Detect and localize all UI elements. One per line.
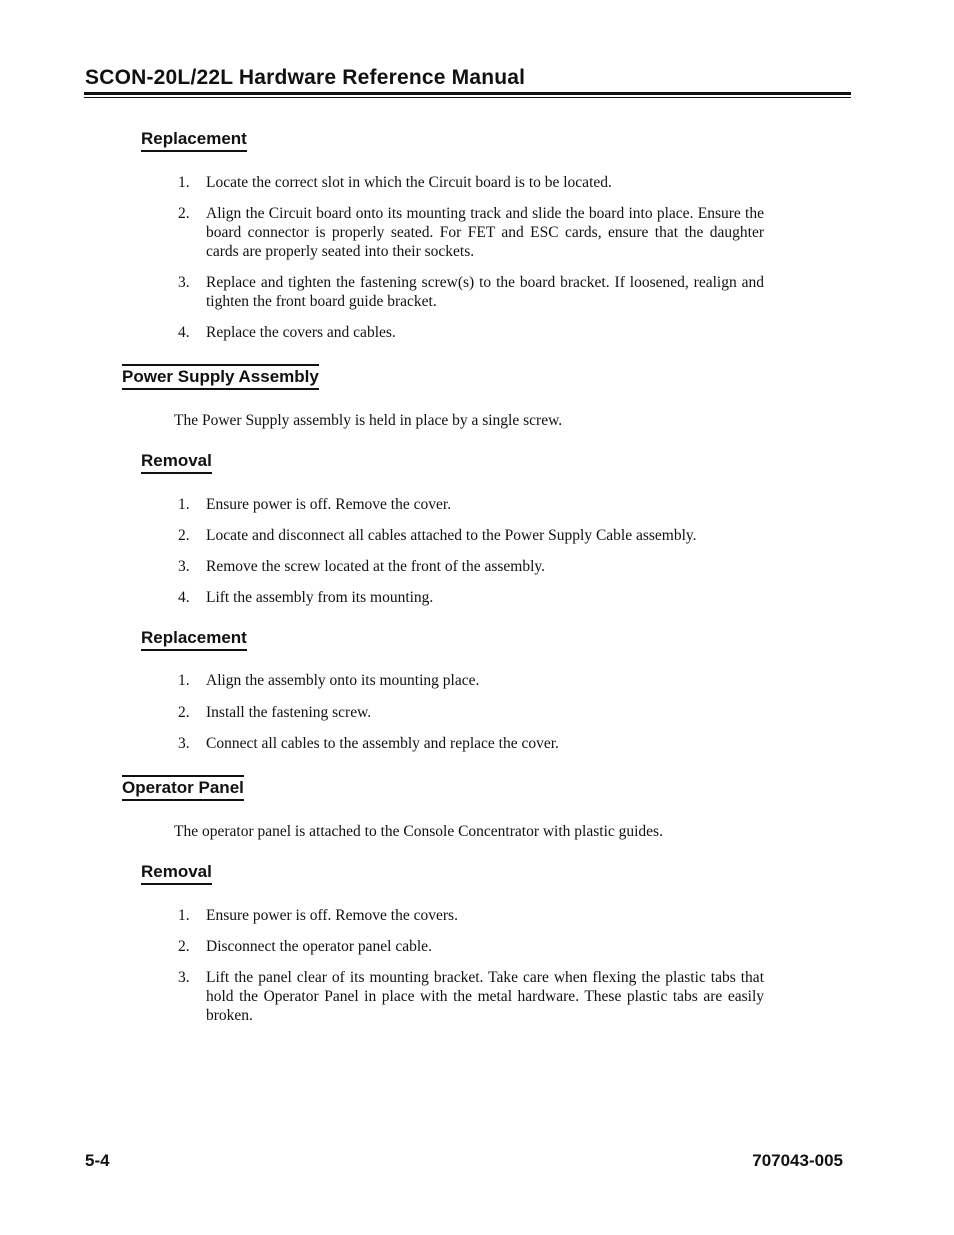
step-number: 2. <box>178 938 190 955</box>
header-rule-thin <box>84 97 851 98</box>
page-number: 5-4 <box>85 1151 110 1170</box>
header-rule-thick <box>84 92 851 95</box>
step-number: 3. <box>178 558 190 575</box>
step-number: 3. <box>178 274 190 291</box>
step-text: Lift the assembly from its mounting. <box>206 589 434 606</box>
step-text: Install the fastening screw. <box>206 704 372 721</box>
step-number: 3. <box>178 735 190 752</box>
step-text: Replace the covers and cables. <box>206 324 396 341</box>
step-number: 1. <box>178 174 190 191</box>
operator-panel-intro: The operator panel is attached to the Console Concentrator with plastic guides. <box>174 823 663 840</box>
step-text: Ensure power is off. Remove the cover. <box>206 496 452 513</box>
heading-replacement-circuit-board: Replacement <box>141 129 247 152</box>
step-text: Locate the correct slot in which the Circuit board is to be located. <box>206 174 612 191</box>
step-number: 2. <box>178 527 190 544</box>
step-text: Locate and disconnect all cables attached to the Power Supply Cable assembly. <box>206 527 697 544</box>
heading-replacement-power-supply: Replacement <box>141 628 247 651</box>
step-text: Align the assembly onto its mounting place. <box>206 672 480 689</box>
step-text: Connect all cables to the assembly and replace the cover. <box>206 735 559 752</box>
document-title: SCON-20L/22L Hardware Reference Manual <box>85 66 526 89</box>
step-number: 1. <box>178 907 190 924</box>
step-number: 4. <box>178 589 190 606</box>
step-number: 2. <box>178 704 190 721</box>
step-text: Align the Circuit board onto its mounting track and slide the board into place. Ensure the board connector is properly seated. For FET and ESC cards, ensure that the daughter cards are properly seated into their sockets. <box>206 205 764 260</box>
step-text: Remove the screw located at the front of the assembly. <box>206 558 546 575</box>
document-number: 707043-005 <box>752 1151 843 1170</box>
step-number: 4. <box>178 324 190 341</box>
step-text: Replace and tighten the fastening screw(s) to the board bracket. If loosened, realign and tighten the front board guide bracket. <box>206 274 764 310</box>
heading-operator-panel: Operator Panel <box>122 775 244 801</box>
step-text: Ensure power is off. Remove the covers. <box>206 907 458 924</box>
step-text: Lift the panel clear of its mounting bracket. Take care when flexing the plastic tabs that hold the Operator Panel in place with the metal hardware. These plastic tabs are easily broken. <box>206 969 764 1024</box>
heading-removal-power-supply: Removal <box>141 451 212 474</box>
step-text: Disconnect the operator panel cable. <box>206 938 432 955</box>
power-supply-intro: The Power Supply assembly is held in place by a single screw. <box>174 412 563 429</box>
heading-removal-operator-panel: Removal <box>141 862 212 885</box>
step-number: 2. <box>178 205 190 222</box>
step-number: 3. <box>178 969 190 986</box>
heading-power-supply-assembly: Power Supply Assembly <box>122 364 319 390</box>
step-number: 1. <box>178 672 190 689</box>
step-number: 1. <box>178 496 190 513</box>
